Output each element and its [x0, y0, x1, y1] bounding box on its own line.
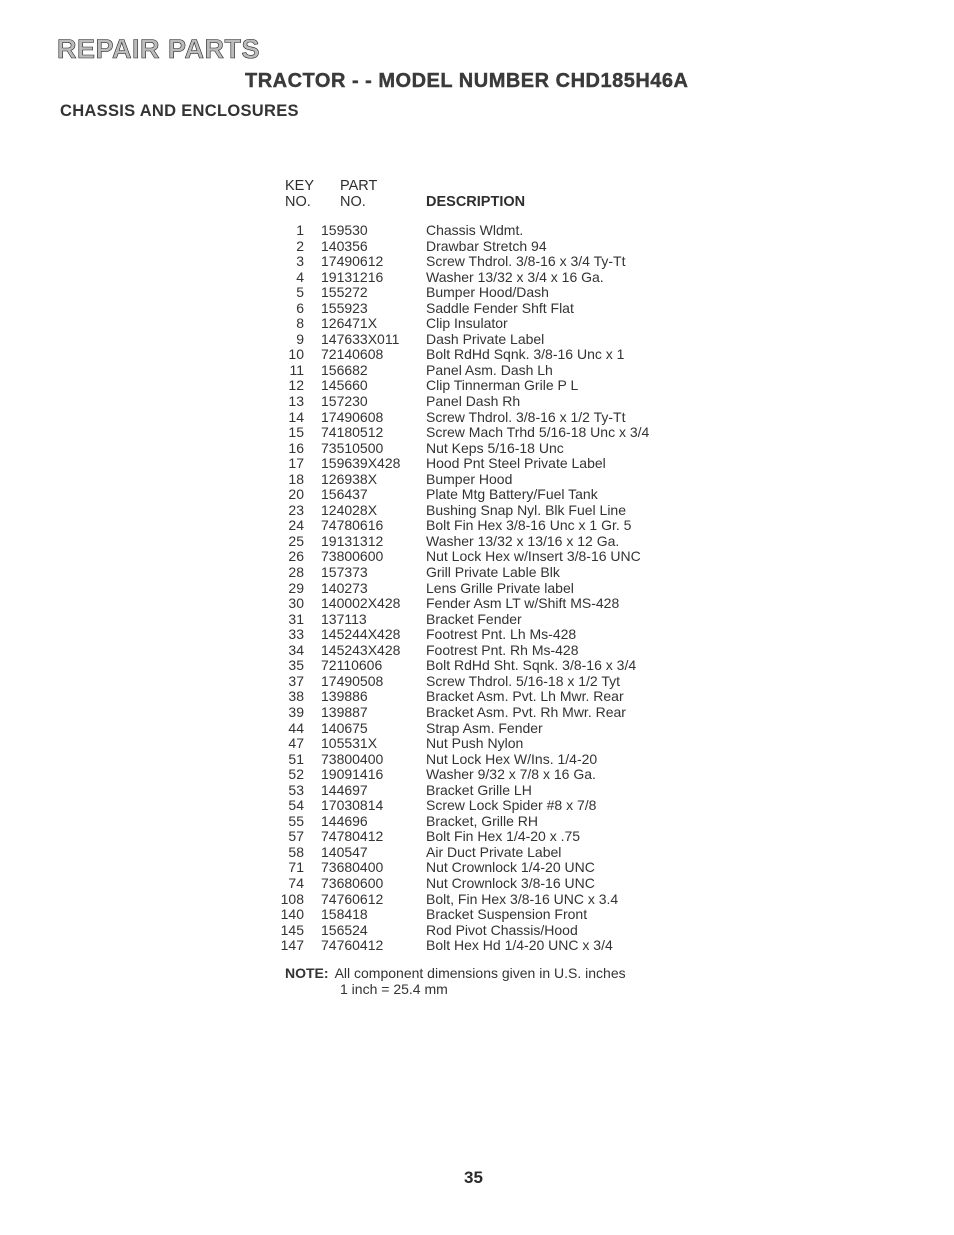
part-number: 74760612: [321, 890, 384, 907]
part-description: Lens Grille Private label: [426, 579, 574, 596]
part-row: [270, 332, 690, 348]
part-row: [270, 487, 690, 503]
part-description: Bolt, Fin Hex 3/8-16 UNC x 3.4: [426, 890, 619, 907]
part-description: Nut Push Nylon: [426, 735, 524, 752]
part-description: Clip Insulator: [426, 315, 508, 332]
part-row: [270, 518, 690, 534]
part-number: 74180512: [321, 424, 384, 441]
part-key-no: 140: [280, 906, 304, 923]
part-key-no: 30: [288, 595, 304, 612]
part-description: Washer 13/32 x 13/16 x 12 Ga.: [426, 532, 620, 549]
part-number: 145244X428: [321, 626, 401, 643]
part-key-no: 6: [296, 299, 304, 316]
part-row: [270, 347, 690, 363]
part-description: Nut Crownlock 1/4-20 UNC: [426, 859, 595, 876]
part-description: Nut Lock Hex W/Ins. 1/4-20: [426, 750, 598, 767]
part-key-no: 26: [288, 548, 304, 565]
part-row: [270, 736, 690, 752]
part-row: [270, 223, 690, 239]
part-description: Chassis Wldmt.: [426, 222, 524, 238]
part-row: [270, 270, 690, 286]
part-key-no: 18: [288, 470, 304, 487]
part-number: 74780412: [321, 828, 384, 845]
part-key-no: 1: [296, 222, 304, 238]
part-key-no: 34: [288, 641, 304, 658]
part-description: Bolt RdHd Sqnk. 3/8-16 Unc x 1: [426, 346, 625, 363]
part-row: [270, 829, 690, 845]
part-row: [270, 860, 690, 876]
part-header-line2: NO.: [340, 194, 366, 210]
part-description: Footrest Pnt. Lh Ms-428: [426, 626, 577, 643]
part-number: 17490508: [321, 672, 384, 689]
part-number: 19131312: [321, 532, 384, 549]
part-description: Screw Lock Spider #8 x 7/8: [426, 797, 597, 814]
part-key-no: 15: [288, 424, 304, 441]
part-row: [270, 938, 690, 954]
part-row: [270, 456, 690, 472]
dimensions-note: [285, 965, 626, 997]
part-number: 73680600: [321, 874, 384, 891]
part-key-no: 23: [288, 501, 304, 518]
part-number: 156682: [321, 361, 368, 378]
part-description: Drawbar Stretch 94: [426, 237, 547, 254]
part-key-no: 147: [280, 937, 304, 954]
part-row: [270, 441, 690, 457]
part-description: Footrest Pnt. Rh Ms-428: [426, 641, 579, 658]
part-description: Nut Crownlock 3/8-16 UNC: [426, 874, 595, 891]
part-key-no: 38: [288, 688, 304, 705]
part-row: [270, 549, 690, 565]
part-description: Bracket Asm. Pvt. Rh Mwr. Rear: [426, 703, 626, 720]
part-number: 157373: [321, 564, 368, 581]
part-description: Bolt Hex Hd 1/4-20 UNC x 3/4: [426, 937, 613, 954]
part-number: 140002X428: [321, 595, 401, 612]
part-description: Plate Mtg Battery/Fuel Tank: [426, 486, 598, 503]
part-number: 139886: [321, 688, 368, 705]
part-number: 140675: [321, 719, 368, 736]
part-key-no: 14: [288, 408, 304, 425]
part-key-no: 57: [288, 828, 304, 845]
part-number: 145243X428: [321, 641, 401, 658]
part-number: 140547: [321, 843, 368, 860]
part-key-no: 52: [288, 766, 304, 783]
part-number: 126471X: [321, 315, 378, 332]
part-key-no: 2: [296, 237, 304, 254]
part-row: [270, 581, 690, 597]
part-description: Bumper Hood: [426, 470, 513, 487]
part-key-no: 44: [288, 719, 304, 736]
part-row: [270, 752, 690, 768]
part-row: [270, 923, 690, 939]
part-key-no: 108: [280, 890, 304, 907]
part-description: Bolt Fin Hex 3/8-16 Unc x 1 Gr. 5: [426, 517, 632, 534]
part-number: 19091416: [321, 766, 384, 783]
part-key-no: 16: [288, 439, 304, 456]
part-number: 156437: [321, 486, 368, 503]
part-key-no: 37: [288, 672, 304, 689]
part-row: [270, 363, 690, 379]
model-subtitle: TRACTOR - - MODEL NUMBER CHD185H46A: [245, 70, 689, 92]
part-number: 144696: [321, 812, 368, 829]
part-description: Nut Lock Hex w/Insert 3/8-16 UNC: [426, 548, 641, 565]
part-key-no: 35: [288, 657, 304, 674]
part-key-no: 47: [288, 735, 304, 752]
part-row: [270, 534, 690, 550]
part-row: [270, 627, 690, 643]
note-line2: 1 inch = 25.4 mm: [340, 981, 448, 997]
part-key-no: 54: [288, 797, 304, 814]
part-key-no: 24: [288, 517, 304, 534]
part-number: 17490612: [321, 253, 384, 270]
part-number: 126938X: [321, 470, 378, 487]
part-number: 145660: [321, 377, 368, 394]
part-row: [270, 689, 690, 705]
parts-list: [270, 223, 690, 954]
part-number: 17490608: [321, 408, 384, 425]
note-label: NOTE:: [285, 965, 329, 981]
part-number: 144697: [321, 781, 368, 798]
part-number: 124028X: [321, 501, 378, 518]
key-header-line1: KEY: [285, 178, 315, 194]
part-number: 72110606: [321, 657, 383, 674]
note-line1: All component dimensions given in U.S. inches: [334, 965, 626, 981]
part-key-no: 53: [288, 781, 304, 798]
part-description: Bolt Fin Hex 1/4-20 x .75: [426, 828, 581, 845]
part-key-no: 25: [288, 532, 304, 549]
part-description: Clip Tinnerman Grile P L: [426, 377, 579, 394]
part-row: [270, 425, 690, 441]
part-key-no: 33: [288, 626, 304, 643]
part-row: [270, 643, 690, 659]
part-number: 156524: [321, 921, 368, 938]
part-description: Bracket Asm. Pvt. Lh Mwr. Rear: [426, 688, 624, 705]
part-description: Grill Private Lable Blk: [426, 564, 560, 581]
description-column-header: DESCRIPTION: [426, 194, 526, 210]
part-number: 140356: [321, 237, 368, 254]
part-number: 139887: [321, 703, 368, 720]
part-key-no: 145: [280, 921, 304, 938]
part-number: 137113: [321, 610, 367, 627]
part-key-no: 17: [288, 455, 304, 472]
part-number: 140273: [321, 579, 368, 596]
part-number: 157230: [321, 393, 368, 410]
part-description: Washer 13/32 x 3/4 x 16 Ga.: [426, 268, 604, 285]
part-row: [270, 612, 690, 628]
part-number: 73510500: [321, 439, 384, 456]
part-header-line1: PART: [340, 178, 378, 194]
part-row: [270, 674, 690, 690]
part-key-no: 31: [288, 610, 304, 627]
part-description: Bushing Snap Nyl. Blk Fuel Line: [426, 501, 626, 518]
part-number: 158418: [321, 906, 368, 923]
part-row: [270, 721, 690, 737]
part-number: 17030814: [321, 797, 384, 814]
part-description: Screw Thdrol. 3/8-16 x 3/4 Ty-Tt: [426, 253, 626, 270]
part-row: [270, 798, 690, 814]
part-number: 155272: [321, 284, 368, 301]
part-row: [270, 907, 690, 923]
part-key-no: 11: [289, 361, 304, 378]
part-row: [270, 316, 690, 332]
part-description: Bracket Fender: [426, 610, 522, 627]
part-description: Washer 9/32 x 7/8 x 16 Ga.: [426, 766, 596, 783]
part-row: [270, 285, 690, 301]
part-row: [270, 565, 690, 581]
part-key-no: 51: [288, 750, 304, 767]
part-row: [270, 705, 690, 721]
part-row: [270, 254, 690, 270]
part-description: Strap Asm. Fender: [426, 719, 543, 736]
part-row: [270, 767, 690, 783]
part-row: [270, 503, 690, 519]
part-key-no: 39: [288, 703, 304, 720]
part-row: [270, 239, 690, 255]
part-number: 73680400: [321, 859, 384, 876]
part-number: 147633X011: [321, 330, 400, 347]
part-description: Fender Asm LT w/Shift MS-428: [426, 595, 620, 612]
part-number: 105531X: [321, 735, 378, 752]
part-key-no: 5: [296, 284, 304, 301]
part-description: Screw Thdrol. 5/16-18 x 1/2 Tyt: [426, 672, 621, 689]
part-number: 73800600: [321, 548, 384, 565]
key-header-line2: NO.: [285, 194, 311, 210]
part-key-no: 71: [288, 859, 304, 876]
part-row: [270, 394, 690, 410]
part-key-no: 13: [288, 393, 304, 410]
part-key-no: 12: [288, 377, 304, 394]
part-description: Bolt RdHd Sht. Sqnk. 3/8-16 x 3/4: [426, 657, 637, 674]
part-row: [270, 658, 690, 674]
part-key-no: 4: [296, 268, 304, 285]
part-number: 159639X428: [321, 455, 401, 472]
part-number: 73800400: [321, 750, 384, 767]
part-description: Saddle Fender Shft Flat: [426, 299, 574, 316]
page-number: 35: [464, 1168, 483, 1187]
part-number: 19131216: [321, 268, 384, 285]
part-key-no: 10: [288, 346, 304, 363]
key-no-column-header: [285, 178, 314, 210]
part-description: Bracket, Grille RH: [426, 812, 539, 829]
part-description: Panel Dash Rh: [426, 393, 521, 410]
part-row: [270, 596, 690, 612]
part-number: 74780616: [321, 517, 384, 534]
part-number: 159530: [321, 222, 368, 238]
part-row: [270, 472, 690, 488]
part-key-no: 20: [288, 486, 304, 503]
part-description: Rod Pivot Chassis/Hood: [426, 921, 578, 938]
part-description: Dash Private Label: [426, 330, 545, 347]
part-key-no: 55: [288, 812, 304, 829]
part-number: 74760412: [321, 937, 384, 954]
part-description: Bracket Suspension Front: [426, 906, 588, 923]
part-description: Panel Asm. Dash Lh: [426, 361, 553, 378]
part-key-no: 9: [296, 330, 304, 347]
part-key-no: 29: [288, 579, 304, 596]
part-key-no: 3: [296, 253, 304, 270]
part-row: [270, 783, 690, 799]
part-key-no: 28: [288, 564, 304, 581]
part-row: [270, 892, 690, 908]
part-key-no: 74: [288, 874, 304, 891]
part-description: Screw Mach Trhd 5/16-18 Unc x 3/4: [426, 424, 650, 441]
part-key-no: 8: [296, 315, 304, 332]
part-description: Screw Thdrol. 3/8-16 x 1/2 Ty-Tt: [426, 408, 626, 425]
part-description: Air Duct Private Label: [426, 843, 562, 860]
part-no-column-header: [340, 178, 377, 210]
part-description: Nut Keps 5/16-18 Unc: [426, 439, 564, 456]
page-title: [57, 34, 260, 65]
part-row: [270, 378, 690, 394]
page-title-text: REPAIR PARTS: [57, 34, 261, 64]
part-key-no: 58: [288, 843, 304, 860]
section-title: CHASSIS AND ENCLOSURES: [60, 102, 299, 120]
part-row: [270, 845, 690, 861]
part-description: Hood Pnt Steel Private Label: [426, 455, 606, 472]
part-row: [270, 301, 690, 317]
part-number: 155923: [321, 299, 368, 316]
part-row: [270, 410, 690, 426]
part-description: Bracket Grille LH: [426, 781, 532, 798]
part-row: [270, 876, 690, 892]
part-row: [270, 814, 690, 830]
part-description: Bumper Hood/Dash: [426, 284, 549, 301]
part-number: 72140608: [321, 346, 384, 363]
